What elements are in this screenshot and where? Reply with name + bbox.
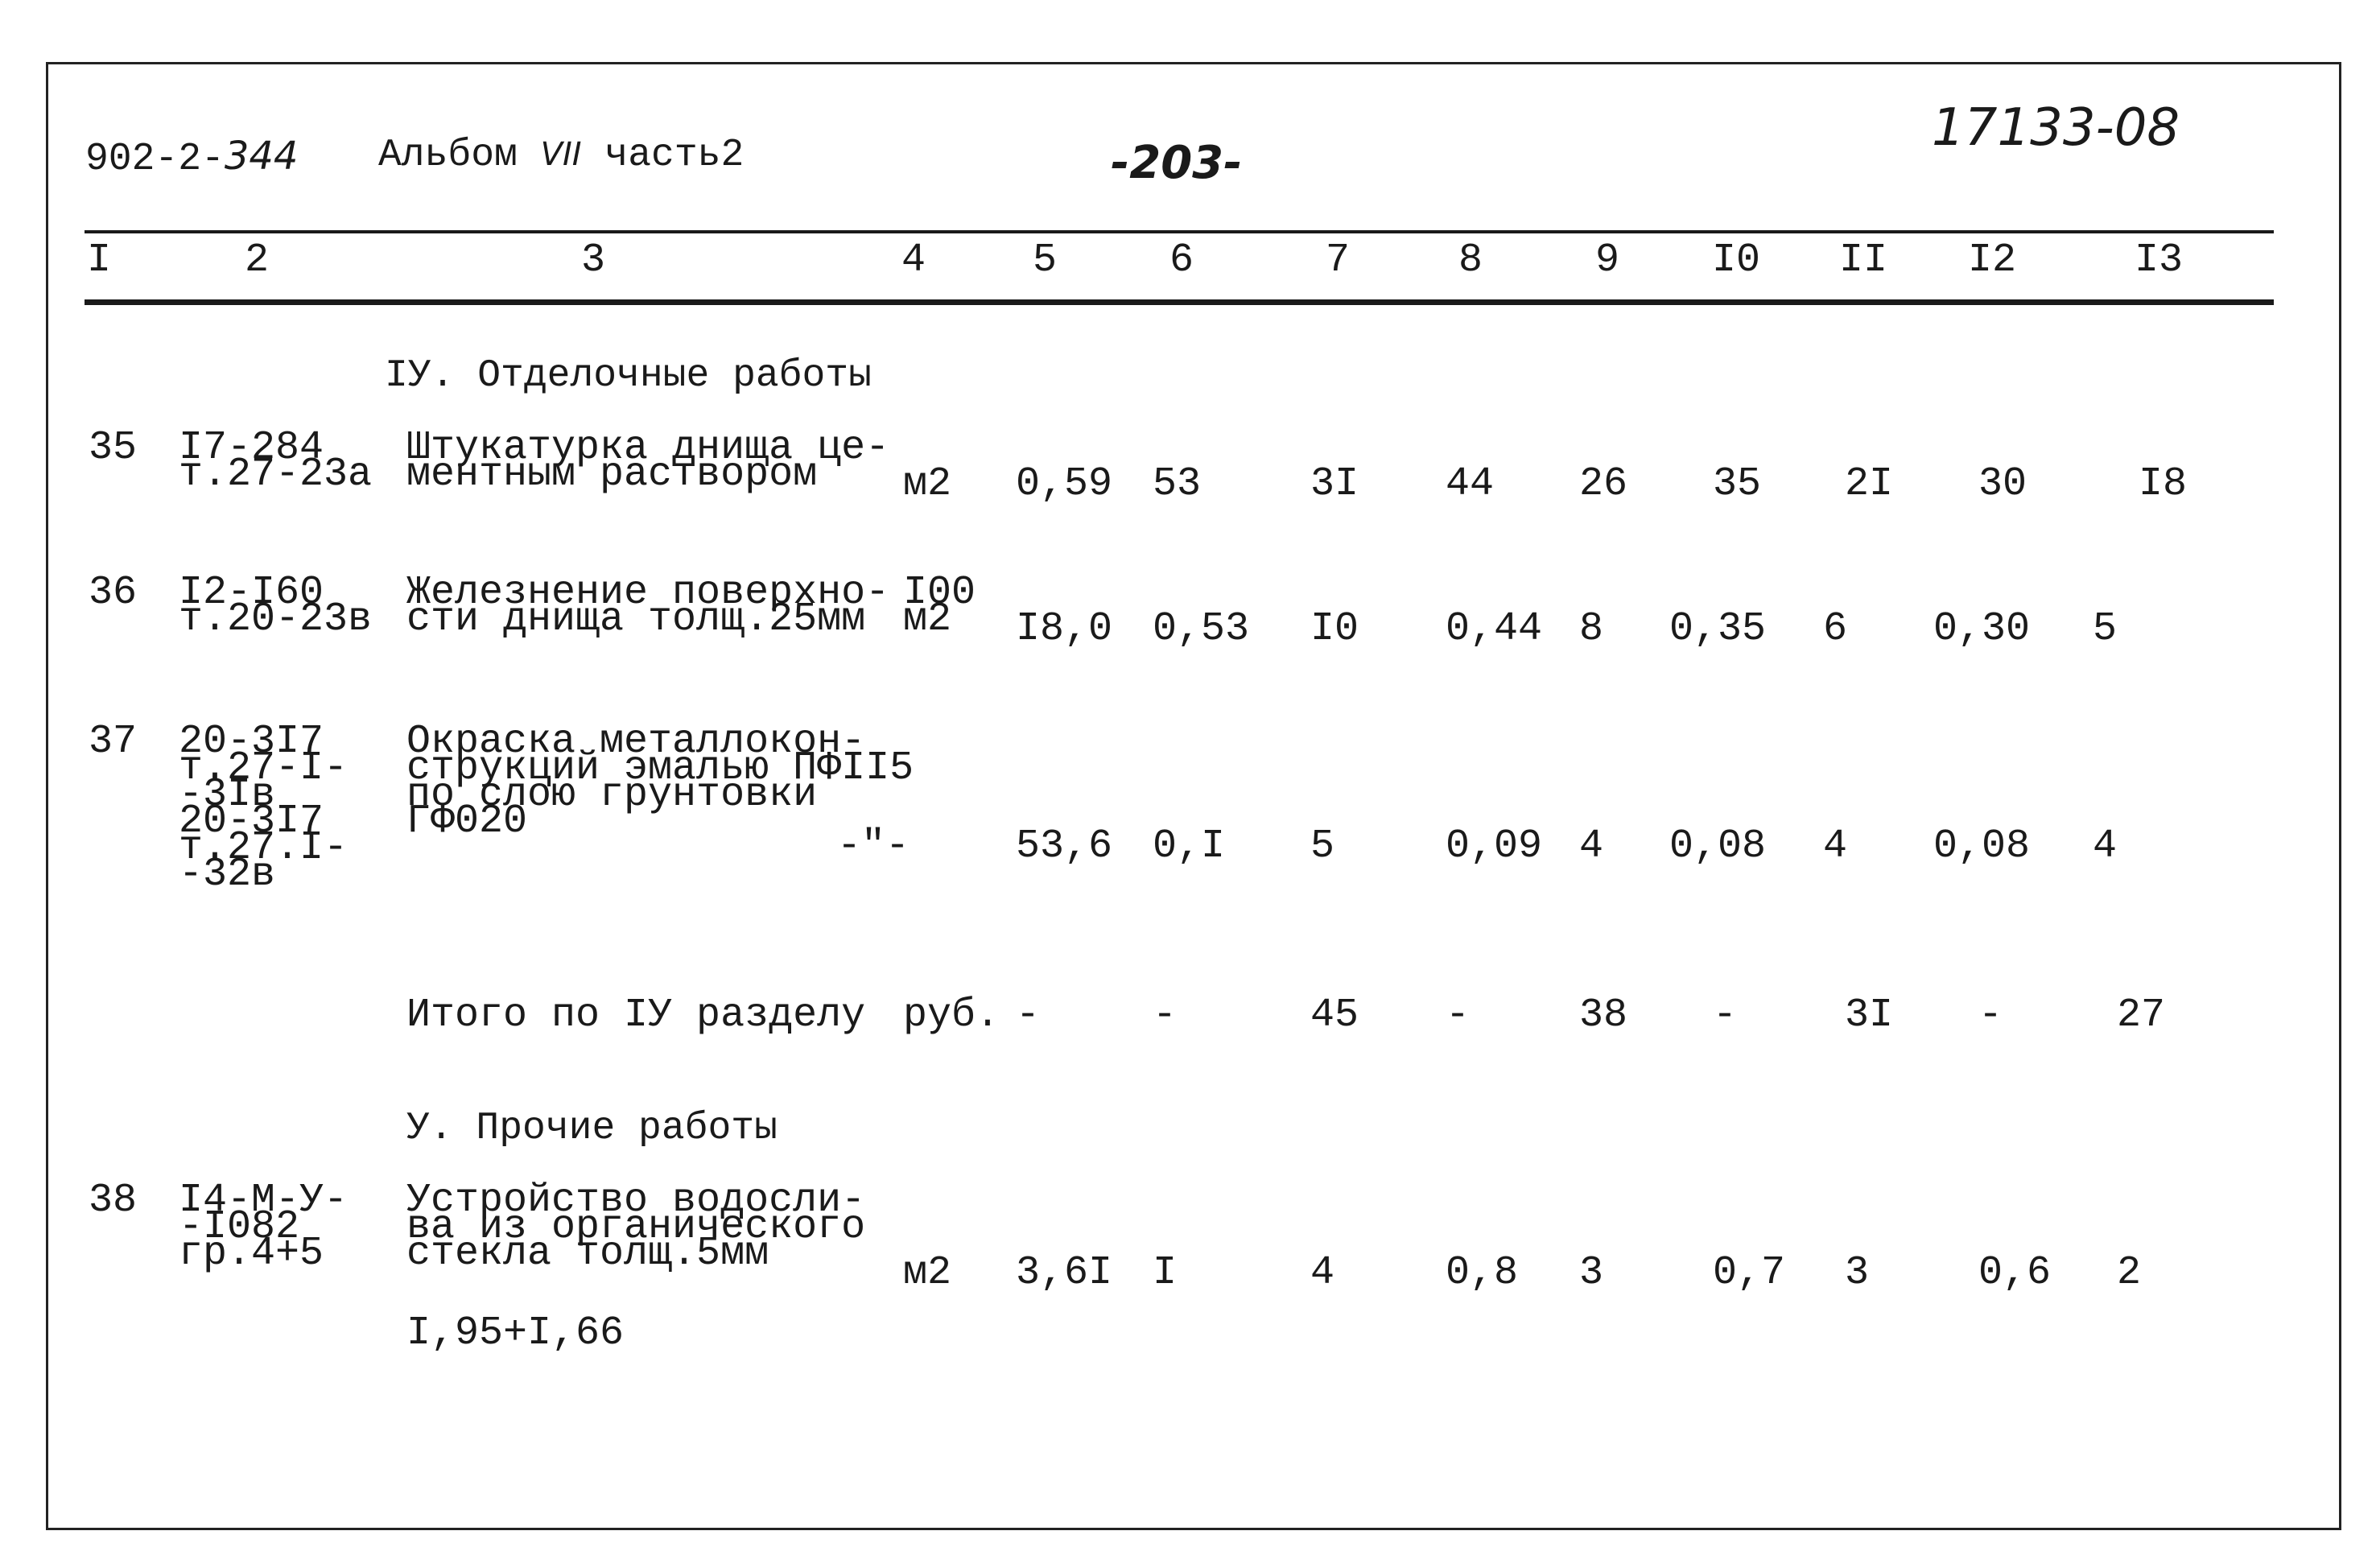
unit: м2 bbox=[903, 1250, 952, 1296]
value-col9: 8 bbox=[1579, 606, 1604, 652]
album-number-handwritten: VII bbox=[540, 136, 582, 173]
value-col6: 53 bbox=[1153, 461, 1202, 507]
value-col7: 3I bbox=[1310, 461, 1359, 507]
unit: I00 м2 bbox=[903, 570, 976, 642]
column-number-11: II bbox=[1839, 237, 1888, 283]
value-col12: 0,08 bbox=[1933, 823, 2031, 869]
value-col7: 45 bbox=[1310, 992, 1359, 1038]
value-col5: 3,6I bbox=[1016, 1250, 1113, 1296]
value-col13: I8 bbox=[2139, 461, 2188, 507]
row-number: 37 bbox=[89, 719, 138, 765]
unit: -"- bbox=[837, 823, 910, 869]
value-col11: 4 bbox=[1823, 823, 1848, 869]
page-number: -203- bbox=[1111, 137, 1243, 189]
value-col10: 0,35 bbox=[1669, 606, 1767, 652]
rate-code: I2-I60 т.20-23в bbox=[179, 570, 373, 642]
value-col11: 6 bbox=[1823, 606, 1848, 652]
rate-code: 20-3I7 т.27-I- -3Iв 20-3I7 т.27.I- -32в bbox=[179, 719, 349, 897]
header-top-rule bbox=[85, 230, 2274, 233]
value-col5: I8,0 bbox=[1016, 606, 1113, 652]
column-number-6: 6 bbox=[1169, 237, 1194, 283]
column-number-8: 8 bbox=[1458, 237, 1483, 283]
value-col9: 4 bbox=[1579, 823, 1604, 869]
row-number: 36 bbox=[89, 570, 138, 616]
value-col7: 5 bbox=[1310, 823, 1335, 869]
column-number-9: 9 bbox=[1595, 237, 1620, 283]
value-col10: - bbox=[1713, 992, 1738, 1038]
document-code-handwritten: 344 bbox=[224, 134, 299, 179]
value-col8: 0,09 bbox=[1446, 823, 1543, 869]
value-col11: 3 bbox=[1845, 1250, 1870, 1296]
column-number-2: 2 bbox=[245, 237, 270, 283]
value-col6: 0,53 bbox=[1153, 606, 1250, 652]
value-col6: I bbox=[1153, 1250, 1178, 1296]
rate-code: I7-284 т.27-23а bbox=[179, 425, 373, 497]
value-col13: 2 bbox=[2117, 1250, 2142, 1296]
section-heading-4: IУ. Отделочные работы bbox=[385, 354, 872, 398]
value-col8: - bbox=[1446, 992, 1471, 1038]
row-number: 38 bbox=[89, 1178, 138, 1223]
stamp-number: 17133-08 bbox=[1932, 98, 2180, 158]
value-col12: 30 bbox=[1978, 461, 2027, 507]
work-description: Устройство водосли- ва из органического стекла толщ.5мм bbox=[406, 1178, 866, 1277]
work-description: Окраска металлокон- струкций эмалью ПФII5 по слою грунтовки ГФ020 bbox=[406, 719, 914, 844]
section-heading-5: У. Прочие работы bbox=[406, 1107, 778, 1150]
value-col12: 0,30 bbox=[1933, 606, 2031, 652]
album-word: Альбом bbox=[378, 134, 518, 177]
album-label bbox=[378, 134, 744, 177]
value-col9: 38 bbox=[1579, 992, 1628, 1038]
document-code bbox=[85, 134, 298, 181]
value-col11: 3I bbox=[1845, 992, 1894, 1038]
value-col9: 26 bbox=[1579, 461, 1628, 507]
column-number-5: 5 bbox=[1033, 237, 1058, 283]
value-col12: 0,6 bbox=[1978, 1250, 2052, 1296]
column-number-1: I bbox=[87, 237, 112, 283]
value-col13: 27 bbox=[2117, 992, 2166, 1038]
value-col11: 2I bbox=[1845, 461, 1894, 507]
value-col6: 0,I bbox=[1153, 823, 1226, 869]
row-number: 35 bbox=[89, 425, 138, 471]
album-part: часть2 bbox=[604, 134, 745, 177]
total-label: Итого по IУ разделу bbox=[406, 992, 866, 1038]
column-number-3: 3 bbox=[581, 237, 606, 283]
value-col10: 35 bbox=[1713, 461, 1762, 507]
work-description: Железнение поверхно- сти днища толщ.25мм bbox=[406, 570, 890, 642]
header-bottom-rule bbox=[85, 299, 2274, 305]
value-col10: 0,7 bbox=[1713, 1250, 1786, 1296]
value-col5: 53,6 bbox=[1016, 823, 1113, 869]
calculation-note: I,95+I,66 bbox=[406, 1310, 625, 1356]
work-description: Штукатурка днища це- ментным раствором bbox=[406, 425, 890, 497]
value-col5: - bbox=[1016, 992, 1041, 1038]
value-col7: I0 bbox=[1310, 606, 1359, 652]
value-col8: 0,44 bbox=[1446, 606, 1543, 652]
column-number-10: I0 bbox=[1712, 237, 1761, 283]
value-col12: - bbox=[1978, 992, 2003, 1038]
document-code-printed: 902-2- bbox=[85, 138, 225, 181]
value-col8: 0,8 bbox=[1446, 1250, 1519, 1296]
value-col13: 5 bbox=[2093, 606, 2118, 652]
value-col6: - bbox=[1153, 992, 1178, 1038]
value-col9: 3 bbox=[1579, 1250, 1604, 1296]
column-number-4: 4 bbox=[901, 237, 926, 283]
column-number-13: I3 bbox=[2135, 237, 2184, 283]
column-number-7: 7 bbox=[1326, 237, 1351, 283]
unit: руб. bbox=[903, 992, 1000, 1038]
column-number-12: I2 bbox=[1968, 237, 2017, 283]
value-col8: 44 bbox=[1446, 461, 1495, 507]
unit: м2 bbox=[903, 461, 952, 507]
value-col13: 4 bbox=[2093, 823, 2118, 869]
value-col5: 0,59 bbox=[1016, 461, 1113, 507]
rate-code: I4-М-У- -I082 гр.4+5 bbox=[179, 1178, 349, 1277]
value-col7: 4 bbox=[1310, 1250, 1335, 1296]
value-col10: 0,08 bbox=[1669, 823, 1767, 869]
